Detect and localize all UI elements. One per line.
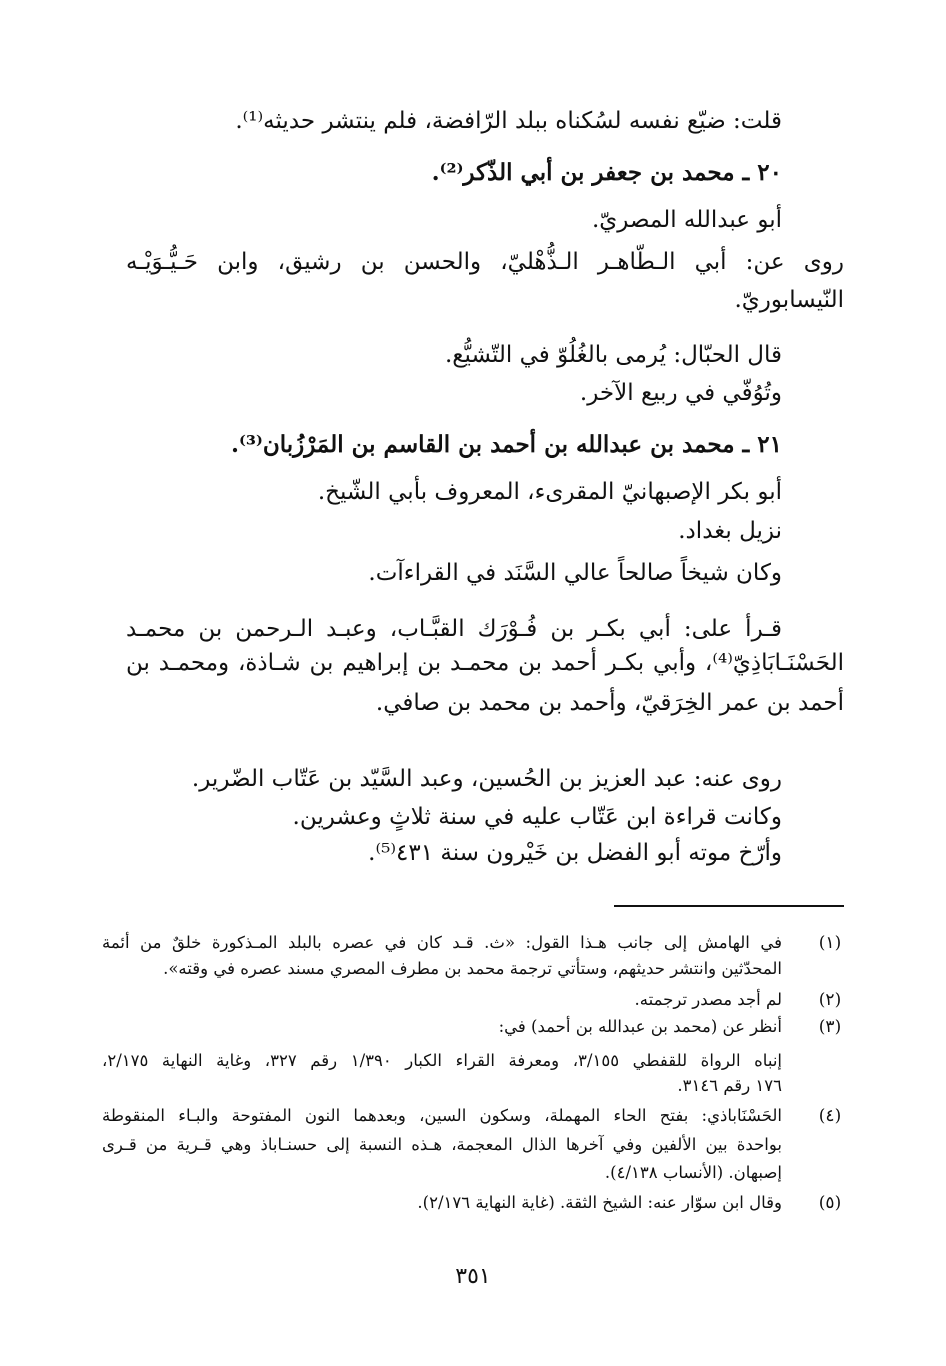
body-line: أحمد بن عمر الخِرَقيّ، وأحمد بن محمد بن صافي. xyxy=(375,690,844,716)
body-line: وأرّخ موته أبو الفضل بن خَيْرون سنة ٤٣١⁽⁵⁾. xyxy=(368,840,782,866)
body-line: قلت: ضيّع نفسه لسُكناه ببلد الرّافضة، فلم ينتشر حديثه⁽¹⁾. xyxy=(235,108,782,134)
body-line: وكانت قراءة ابن عَتّاب عليه في سنة ثلاثٍ وعشرين. xyxy=(292,804,782,830)
footnote-line: لم أجد مصدر ترجمته. xyxy=(634,990,782,1009)
body-line: قـرأ على: أبي بكـر بن فُـوْرَك القبَّـاب، وعبـد الـرحمن بن محمـد xyxy=(126,616,782,642)
footnote-line: إنباه الرواة للقفطي ٣/١٥٥، ومعرفة القراء الكبار ١/٣٩٠ رقم ٣٢٧، وغاية النهاية ٢/١٧٥، xyxy=(102,1051,782,1070)
body-line: نزيل بغداد. xyxy=(678,518,782,544)
body-line: وتُوُفّي في ربيع الآخر. xyxy=(579,380,782,406)
footnote-number: (٤) xyxy=(818,1106,842,1126)
entry-heading-20: ٢٠ ـ محمد بن جعفر بن أبي الذّكر⁽²⁾. xyxy=(431,159,782,186)
body-line: روى عنه: عبد العزيز بن الحُسين، وعبد السَّيّد بن عَتّاب الضّرير. xyxy=(191,766,782,792)
footnote-line: الحَسْنَاباذي: بفتح الحاء المهملة، وسكون السين، وبعدهما النون المفتوحة والبـاء المنقوطة xyxy=(102,1106,782,1125)
footnote-number: (٥) xyxy=(818,1193,842,1213)
footnote-line: إصبهان. (الأنساب ٤/١٣٨). xyxy=(604,1163,782,1182)
entry-heading-21: ٢١ ـ محمد بن عبدالله بن أحمد بن القاسم بن المَرْزُبان⁽³⁾. xyxy=(231,431,782,458)
body-line: وكان شيخاً صالحاً عالي السَّنَد في القراءآت. xyxy=(368,560,782,586)
footnote-line: المحدّثين وانتشر حديثهم، وستأتي ترجمة محمد بن مطرف المصري مسند عصره في وقته». xyxy=(163,959,782,978)
body-line: أبو بكر الإصبهانيّ المقرىء، المعروف بأبي الشّيخ. xyxy=(317,479,782,505)
footnote-line: وقال ابن سوّار عنه: الشيخ الثقة. (غاية النهاية ٢/١٧٦). xyxy=(417,1193,782,1212)
body-line: النّيسابوريّ. xyxy=(734,287,844,313)
body-line: قال الحبّال: يُرمى بالغُلُوّ في التّشيُّع. xyxy=(444,342,782,368)
footnote-number: (٣) xyxy=(818,1017,842,1037)
page-number: ٣٥١ xyxy=(455,1264,491,1289)
footnote-number: (١) xyxy=(818,933,842,953)
footnote-line: بواحدة بين الألفين وفي آخرها الذال المعجمة، هـذه النسبة إلى حسنـاباذ وهي قـرية من قـرى xyxy=(102,1135,782,1154)
footnote-line: أنظر عن (محمد بن عبدالله بن أحمد) في: xyxy=(498,1017,782,1036)
body-line: أبو عبدالله المصريّ. xyxy=(591,207,782,233)
footnote-line: في الهامش إلى جانب هـذا القول: «ث. قـد كان في عصره بالبلد المـذكورة خلقٌ من أئمة xyxy=(102,933,782,952)
body-line: الحَسْنَـابَاذِيّ⁽⁴⁾، وأبي بكـر أحمد بن محمـد بن إبراهيم بن شـاذة، ومحمـد بن xyxy=(126,650,844,676)
footnote-line: ١٧٦ رقم ٣١٤٦. xyxy=(677,1076,782,1095)
body-line: روى عن: أبي الـطّاهـر الـذُّهْليّ، والحسن بن رشيق، وابن حَـيُّـوَيْـه xyxy=(126,249,844,275)
footnote-separator xyxy=(614,905,844,907)
footnote-number: (٢) xyxy=(818,990,842,1010)
